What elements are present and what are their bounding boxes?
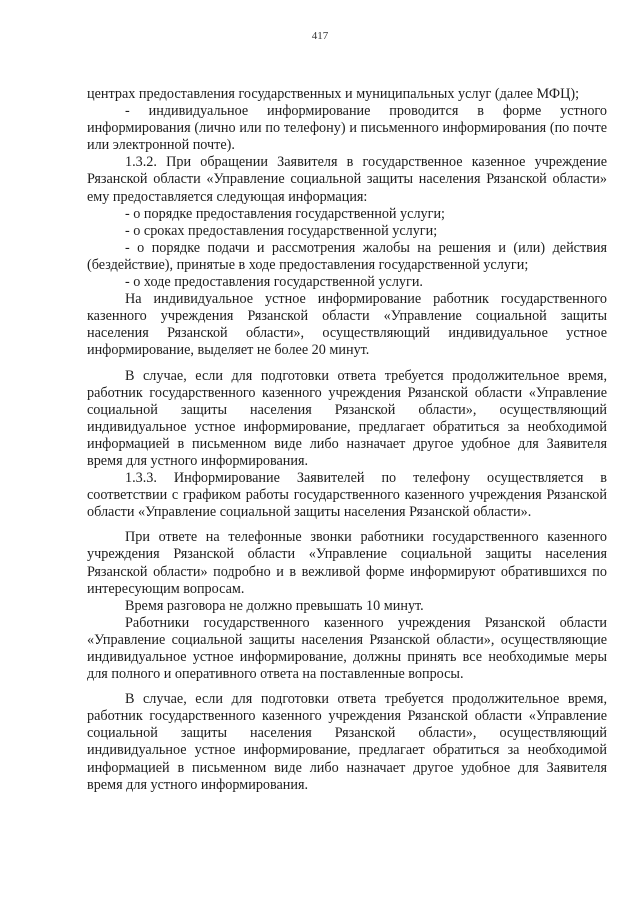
list-item-terms: - о сроках предоставления государственной услуги; [125,222,438,239]
page-number: 417 [311,30,329,42]
list-item-procedure: - о порядке предоставления государственной услуги; [125,205,445,222]
paragraph-long-preparation: В случае, если для подготовки ответа требуется продолжительное время, работник государственного казенного учреждения Рязанской области «Управление социальной защиты населения Рязанской области», осуществляющий индивидуальное устное информирование, предлагает обратиться за необходимой информацией в письменном виде либо назначает другое удобное для Заявителя время для устного информирования. [87,367,607,469]
paragraph-1-3-3: 1.3.3. Информирование Заявителей по телефону осуществляется в соответствии с графиком работы государственного казенного учреждения Рязанской области «Управление социальной защиты населения Рязанской области». [87,470,607,521]
paragraph-mfc-continuation: центрах предоставления государственных и муниципальных услуг (далее МФЦ); [87,86,580,102]
paragraph-individual-informing: - индивидуальное информирование проводится в форме устного информирования (лично или по телефону) и письменного информирования (по почте или электронной почте). [87,103,607,154]
paragraph-call-duration: Время разговора не должно превышать 10 минут. [125,597,424,614]
paragraph-1-3-2: 1.3.2. При обращении Заявителя в государственное казенное учреждение Рязанской области «Управление социальной защиты населения Рязанской области» ему предоставляется следующая информация: [87,154,607,205]
paragraph-long-preparation-repeat: В случае, если для подготовки ответа требуется продолжительное время, работник государственного казенного учреждения Рязанской области «Управление социальной защиты населения Рязанской области», осуществляющий индивидуальное устное информирование, предлагает обратиться за необходимой информацией в письменном виде либо назначает другое удобное для Заявителя время для устного информирования. [87,691,607,793]
list-item-complaints: - о порядке подачи и рассмотрения жалобы на решения и (или) действия (бездействие), принятые в ходе предоставления государственной услуги; [87,239,607,273]
paragraph-employees-measures: Работники государственного казенного учреждения Рязанской области «Управление социальной защиты населения Рязанской области», осуществляющие индивидуальное устное информирование, должны принять все необходимые меры для полного и оперативного ответа на поставленные вопросы. [87,614,607,683]
paragraph-oral-time-limit: На индивидуальное устное информирование работник государственного казенного учреждения Рязанской области «Управление социальной защиты населения Рязанской области», осуществляющий индивидуальное устное информирование, выделяет не более 20 минут. [87,291,607,359]
list-item-progress: - о ходе предоставления государственной услуги. [125,274,423,291]
paragraph-phone-calls: При ответе на телефонные звонки работники государственного казенного учреждения Рязанской области «Управление социальной защиты населения Рязанской области» подробно и в вежливой форме информируют обратившихся по интересующим вопросам. [87,529,607,597]
document-body [87,86,607,794]
